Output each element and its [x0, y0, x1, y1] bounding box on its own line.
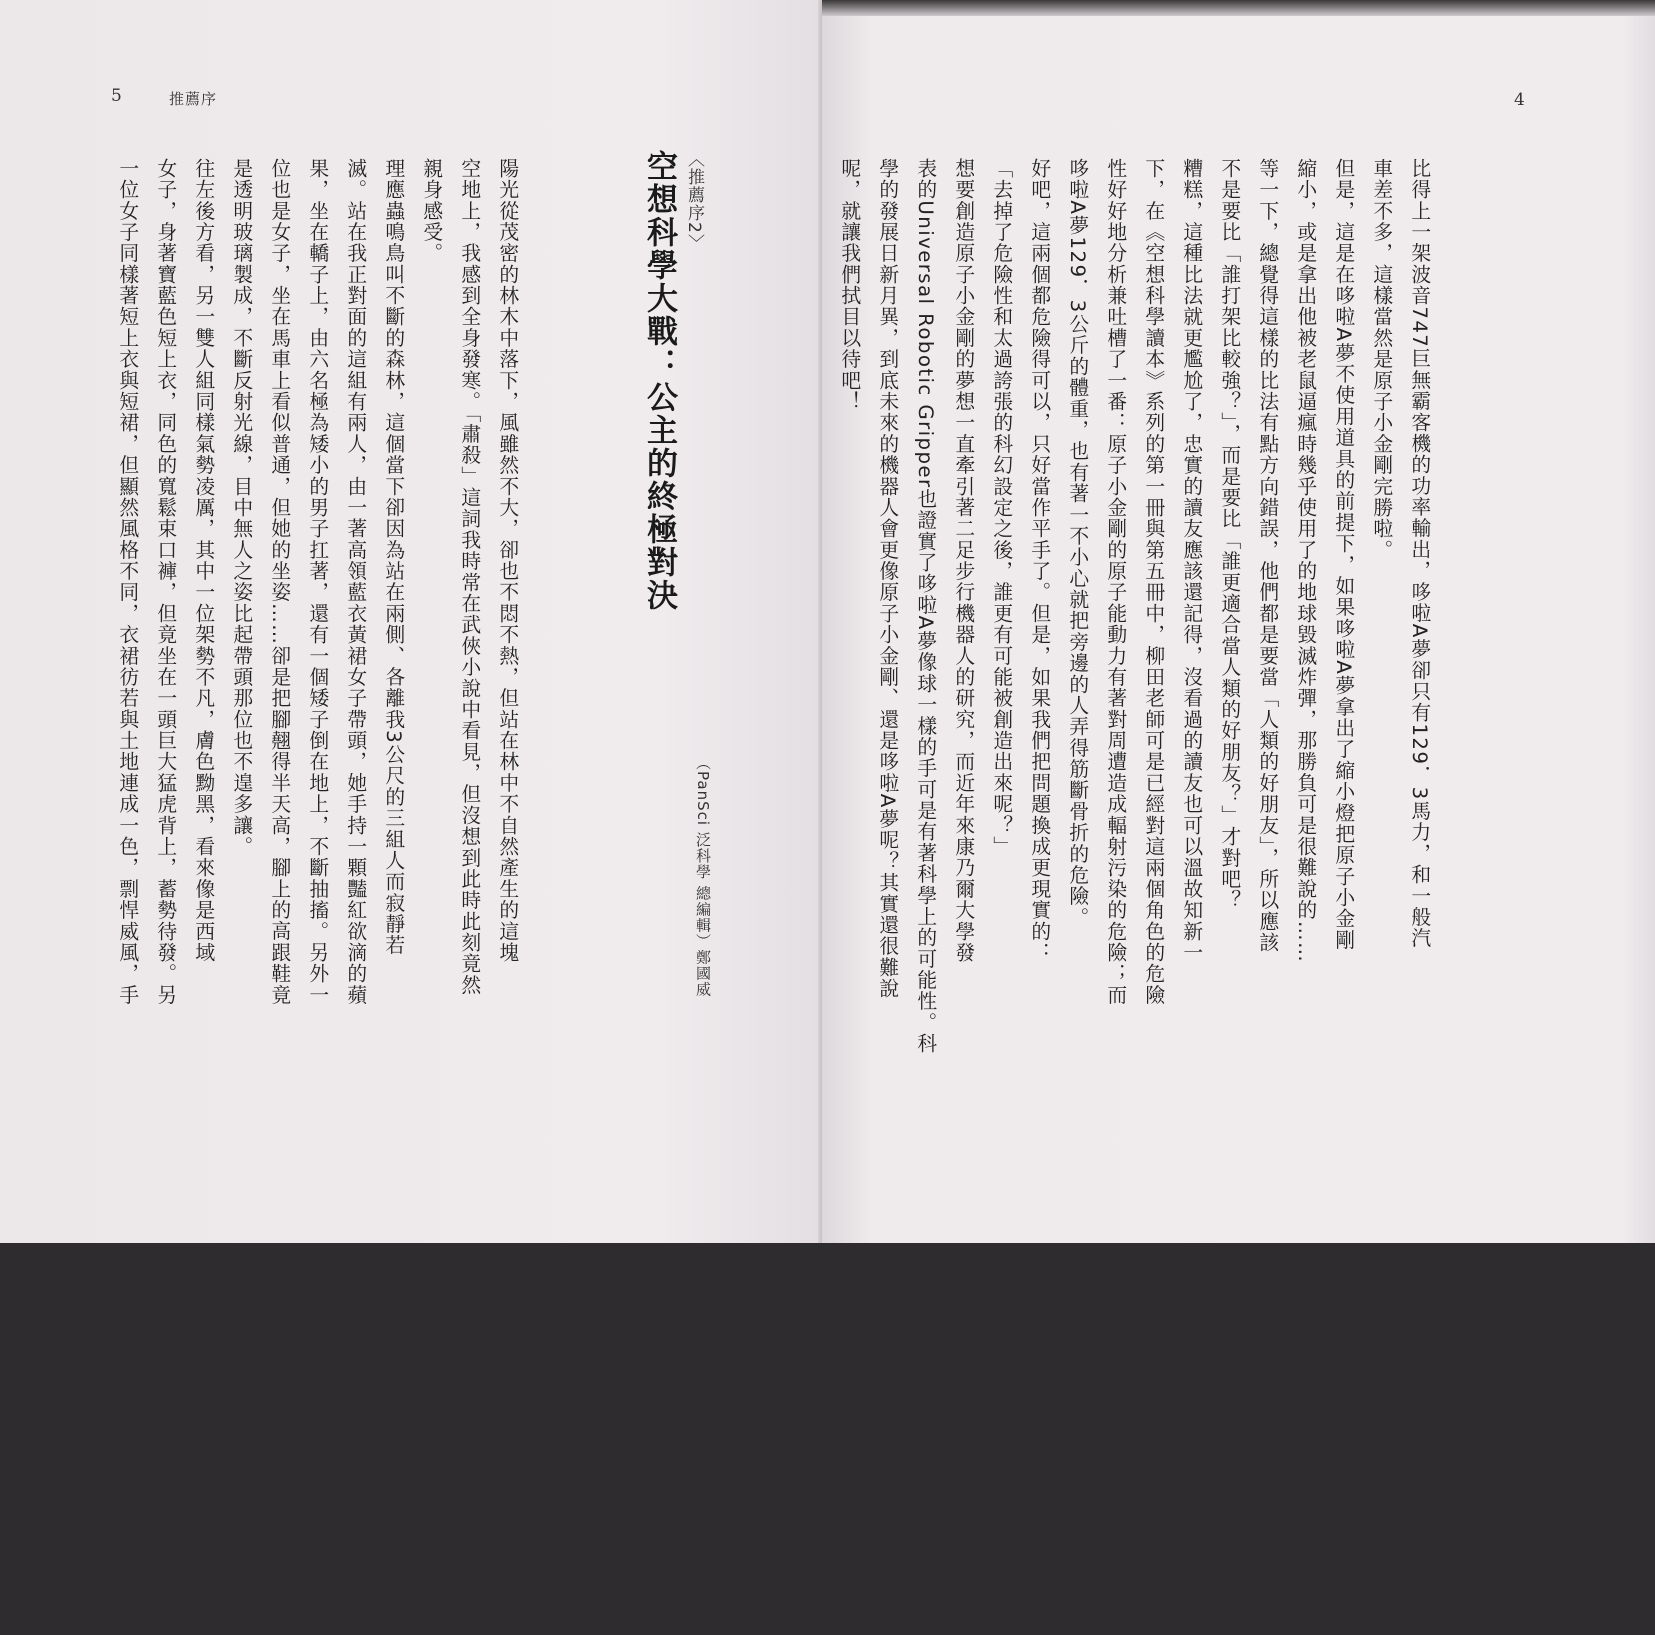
author-byline: （PanSci 泛科學 總編輯）鄭國威: [694, 755, 712, 998]
essay-title: 空想科學大戰：公主的終極對決: [641, 150, 677, 612]
right-text-column: 「去掉了危險性和太過誇張的科幻設定之後，誰更有可能被創造出來呢？」: [989, 158, 1013, 858]
right-text-column: 好吧，這兩個都危險得可以，只好當作平手了。但是，如果我們把問題換成更現實的：: [1027, 158, 1051, 964]
left-page-number: 5: [111, 86, 122, 106]
left-page: [0, 0, 822, 1243]
series-label: 〈推薦序2〉: [684, 150, 704, 252]
left-running-head: 推薦序: [169, 90, 218, 108]
right-text-column: 表的Universal Robotic Gripper也證實了哆啦A夢像球一樣的手可是有著科學上的可能性。科: [913, 158, 937, 1055]
right-text-column: 等一下，總覺得這樣的比法有點方向錯誤，他們都是要當「人類的好朋友」，所以應該: [1255, 158, 1279, 954]
right-page-number: 4: [1514, 90, 1525, 110]
right-text-column: 糟糕，這種比法就更尷尬了，忠實的讀友應該還記得，沒看過的讀友也可以溫故知新一: [1179, 158, 1203, 964]
right-text-column: 不是要比「誰打架比較強？」，而是要比「誰更適合當人類的好朋友？」才對吧？: [1217, 158, 1241, 911]
left-text-column: 往左後方看，另一雙人組同樣氣勢凌厲，其中一位架勢不凡，膚色黝黑，看來像是西域: [191, 158, 215, 964]
left-text-column: 女子，身著寶藍色短上衣，同色的寬鬆束口褲，但竟坐在一頭巨大猛虎背上，蓄勢待發。另: [153, 158, 177, 1006]
right-text-column: 下，在《空想科學讀本》系列的第一冊與第五冊中，柳田老師可是已經對這兩個角色的危險: [1141, 158, 1165, 1006]
right-text-column: 車差不多，這樣當然是原子小金剛完勝啦。: [1369, 158, 1393, 561]
left-text-column: 陽光從茂密的林木中落下，風雖然不大，卻也不悶不熱，但站在林中不自然產生的這塊: [495, 158, 519, 964]
right-text-column: 縮小，或是拿出他被老鼠逼瘋時幾乎使用了的地球毀滅炸彈，那勝負可是很難說的……: [1293, 158, 1317, 964]
left-text-column: 親身感受。: [419, 158, 443, 264]
left-text-column: 果，坐在轎子上，由六名極為矮小的男子扛著，還有一個矮子倒在地上，不斷抽搐。另外一: [305, 158, 329, 1006]
left-text-column: 理應蟲鳴鳥叫不斷的森林，這個當下卻因為站在兩側、各離我3公尺的三組人而寂靜若: [381, 158, 405, 957]
left-text-column: 位也是女子，坐在馬車上看似普通，但她的坐姿……卻是把腳翹得半天高，腳上的高跟鞋竟: [267, 158, 291, 1006]
left-text-column: 一位女子同樣著短上衣與短裙，但顯然風格不同，衣裙彷若與土地連成一色，剽悍威風，手: [115, 158, 139, 1006]
right-text-column: 性好好地分析兼吐槽了一番：原子小金剛的原子能動力有著對周遭造成輻射污染的危險；而: [1103, 158, 1127, 1006]
right-page: [822, 0, 1655, 1243]
right-text-column: 想要創造原子小金剛的夢想一直牽引著二足步行機器人的研究，而近年來康乃爾大學發: [951, 158, 975, 964]
right-text-column: 哆啦A夢129．3公斤的體重，也有著一不小心就把旁邊的人弄得筋斷骨折的危險。: [1065, 158, 1089, 929]
page-top-edge-shadow: [822, 0, 1655, 16]
right-text-column: 但是，這是在哆啦A夢不使用道具的前提下，如果哆啦A夢拿出了縮小燈把原子小金剛: [1331, 158, 1355, 951]
left-text-column: 滅。站在我正對面的這組有兩人，由一著高領藍衣黃裙女子帶頭，她手持一顆豔紅欲滴的蘋: [343, 158, 367, 1006]
right-text-column: 學的發展日新月異，到底未來的機器人會更像原子小金剛、還是哆啦A夢呢？其實還很難說: [875, 158, 899, 1000]
right-text-column: 呢，就讓我們拭目以待吧！: [837, 158, 861, 413]
left-text-column: 是透明玻璃製成，不斷反射光線，目中無人之姿比起帶頭那位也不遑多讓。: [229, 158, 253, 858]
left-text-column: 空地上，我感到全身發寒。「肅殺」這詞我時常在武俠小說中看見，但沒想到此時此刻竟然: [457, 158, 481, 996]
right-text-column: 比得上一架波音747巨無霸客機的功率輸出，哆啦A夢卻只有129．3馬力，和一般汽: [1407, 158, 1431, 949]
